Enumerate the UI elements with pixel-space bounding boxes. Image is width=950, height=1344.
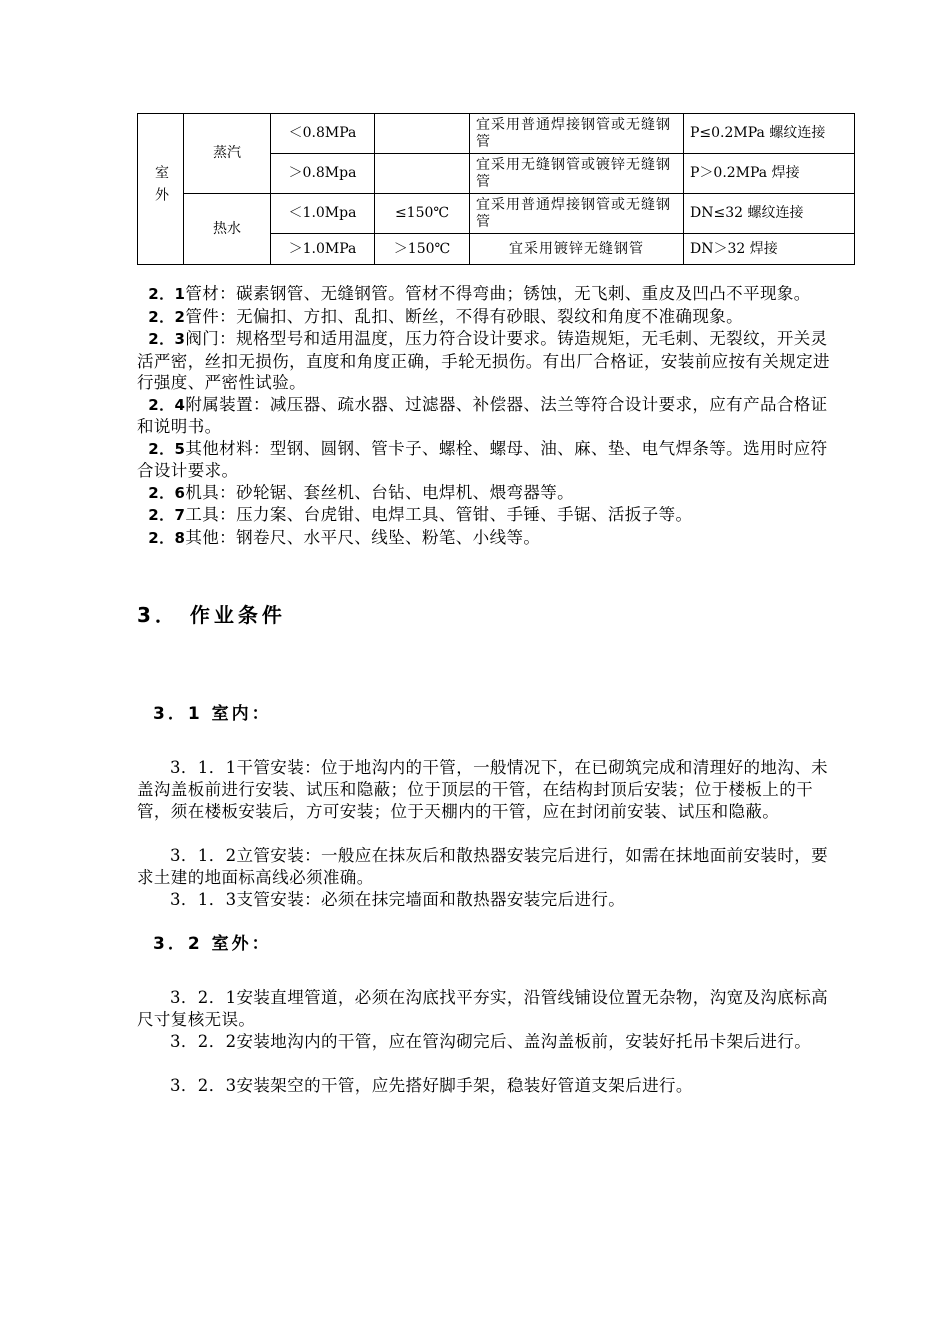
outdoor-item-2: 3．2．2安装地沟内的干管，应在管沟砌完后、盖沟盖板前，安装好托吊卡架后进行。 <box>170 1032 812 1051</box>
materials-list <box>137 283 837 549</box>
temp-cell: ≤150℃ <box>375 194 470 234</box>
item-number: 2．2 <box>148 307 186 326</box>
pipe-cell: 宜采用普通焊接钢管或无缝钢管 <box>470 194 684 234</box>
temp-cell: ＞150℃ <box>375 234 470 265</box>
joint-cell: P≤0.2MPa 螺纹连接 <box>684 114 855 154</box>
temp-cell <box>375 114 470 154</box>
item-number: 2．3 <box>148 330 186 348</box>
item-number: 2．1 <box>148 285 186 303</box>
list-item <box>137 438 837 482</box>
pressure-cell: ＜1.0Mpa <box>271 194 375 234</box>
section-3-heading: 3． 作业条件 <box>137 603 286 627</box>
item-text: 管材：碳素钢管、无缝钢管。管材不得弯曲；锈蚀，无飞刺、重皮及凹凸不平现象。 <box>185 284 811 303</box>
location-label: 室外 <box>153 164 169 209</box>
outdoor-item-1: 3．2．1安装直埋管道，必须在沟底找平夯实，沿管线铺设位置无杂物，沟宽及沟底标高尺寸复核无误。 <box>137 988 828 1029</box>
pressure-cell: ＞0.8Mpa <box>271 154 375 194</box>
item-text: 其他：钢卷尺、水平尺、线坠、粉笔、小线等。 <box>185 527 541 547</box>
list-item <box>137 283 837 306</box>
item-text: 工具：压力案、台虎钳、电焊工具、管钳、手锤、手锯、活扳子等。 <box>185 505 693 524</box>
list-item <box>137 527 837 550</box>
medium-cell: 热水 <box>184 194 271 265</box>
item-number: 2．4 <box>148 395 186 414</box>
item-text: 管件：无偏扣、方扣、乱扣、断丝，不得有砂眼、裂纹和角度不准确现象。 <box>185 306 744 326</box>
joint-cell: DN＞32 焊接 <box>684 234 855 265</box>
table-row <box>138 194 855 234</box>
indoor-item-2: 3．1．2立管安装：一般应在抹灰后和散热器安装完后进行，如需在抹地面前安装时，要求土建的地面标高线必须准确。 <box>137 846 828 887</box>
list-item <box>137 328 837 394</box>
list-item <box>137 394 837 438</box>
item-text: 附属装置：减压器、疏水器、过滤器、补偿器、法兰等符合设计要求，应有产品合格证和说明书。 <box>137 394 828 436</box>
pressure-cell: ＜0.8MPa <box>271 114 375 154</box>
item-text: 机具：砂轮锯、套丝机、台钻、电焊机、煨弯器等。 <box>185 482 575 502</box>
temp-cell <box>375 154 470 194</box>
location-cell <box>138 114 184 265</box>
pipe-cell: 宜采用普通焊接钢管或无缝钢管 <box>470 114 684 154</box>
list-item <box>137 504 837 527</box>
item-number: 2．8 <box>148 528 186 547</box>
indoor-item-3: 3．1．3支管安装：必须在抹完墙面和散热器安装完后进行。 <box>170 890 626 909</box>
list-item <box>137 482 837 505</box>
list-item <box>137 306 837 329</box>
outdoor-heading: 3．2 室外： <box>153 934 272 954</box>
item-text: 阀门：规格型号和适用温度，压力符合设计要求。铸造规矩，无毛刺、无裂纹，开关灵活严密，丝扣无损伤，直度和角度正确，手轮无损伤。有出厂合格证，安装前应按有关规定进行强度、严密性试验。 <box>137 329 830 392</box>
pressure-cell: ＞1.0MPa <box>271 234 375 265</box>
pipe-spec-table <box>137 113 855 265</box>
pipe-cell: 宜采用无缝钢管或镀锌无缝钢管 <box>470 154 684 194</box>
item-text: 其他材料：型钢、圆钢、管卡子、螺栓、螺母、油、麻、垫、电气焊条等。选用时应符合设计要求。 <box>137 438 828 480</box>
item-number: 2．6 <box>148 483 186 502</box>
joint-cell: DN≤32 螺纹连接 <box>684 194 855 234</box>
item-number: 2．7 <box>148 506 186 524</box>
indoor-item-1: 3．1．1干管安装：位于地沟内的干管，一般情况下，在已砌筑完成和清理好的地沟、未盖沟盖板前进行安装、试压和隐蔽；位于顶层的干管，在结构封顶后安装；位于楼板上的干管，须在楼板安装后，方可安装；位于天棚内的干管，应在封闭前安装、试压和隐蔽。 <box>137 758 828 821</box>
pipe-cell: 宜采用镀锌无缝钢管 <box>470 234 684 265</box>
item-number: 2．5 <box>148 439 186 458</box>
joint-cell: P＞0.2MPa 焊接 <box>684 154 855 194</box>
medium-cell: 蒸汽 <box>184 114 271 194</box>
table-row <box>138 114 855 154</box>
outdoor-item-3: 3．2．3安装架空的干管，应先搭好脚手架，稳装好管道支架后进行。 <box>170 1076 693 1095</box>
indoor-heading: 3．1 室内： <box>153 704 272 724</box>
